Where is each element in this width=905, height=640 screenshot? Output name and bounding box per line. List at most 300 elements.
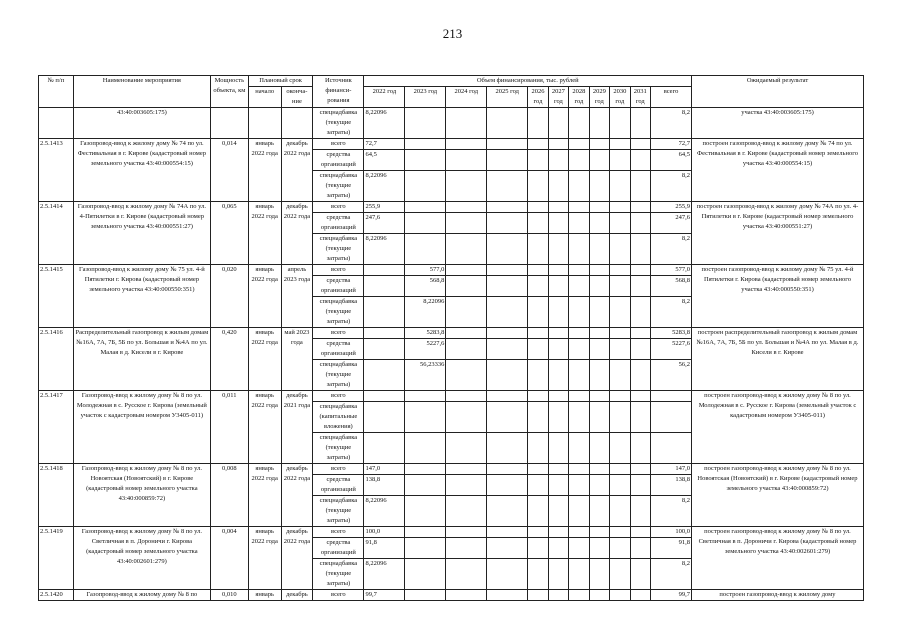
cell-year-empty bbox=[446, 139, 487, 150]
cell-start: январь 2022 года bbox=[248, 265, 281, 328]
cell-num bbox=[39, 108, 74, 139]
cell-name: Газопровод-ввод к жилому дому № 75 ул. 4-й Пятилетки г. Кирова (кадастровый номер земельного участка 43:40:000550:351) bbox=[73, 265, 210, 328]
cell-end: декабрь bbox=[281, 590, 313, 601]
cell-2023: 56,23336 bbox=[405, 360, 446, 391]
cell-year-empty bbox=[589, 171, 609, 202]
cell-result: построен газопровод-ввод к жилому дому № 74 по ул. Фестивальная в г. Кирове (кадастровый номер земельного участка 43:40:000554:15) bbox=[692, 139, 864, 202]
cell-name: Газопровод-ввод к жилому дому № 8 по ул. Молодежная в с. Русское г. Кирова (земельный участок с кадастровым номером У3405-011) bbox=[73, 391, 210, 464]
cell-2023 bbox=[405, 496, 446, 527]
cell-source: спецнадбавка (текущие затраты) bbox=[313, 297, 364, 328]
cell-year-empty bbox=[446, 276, 487, 297]
cell-year-empty bbox=[548, 171, 568, 202]
cell-total: 100,0 bbox=[651, 527, 692, 538]
cell-year-empty bbox=[569, 171, 589, 202]
cell-year-empty bbox=[569, 433, 589, 464]
cell-capacity: 0,008 bbox=[210, 464, 248, 527]
cell-2029 bbox=[589, 108, 609, 139]
cell-year-empty bbox=[569, 527, 589, 538]
cell-year-empty bbox=[446, 391, 487, 402]
cell-capacity: 0,010 bbox=[210, 590, 248, 601]
cell-2023 bbox=[405, 234, 446, 265]
cell-2023: 8,22096 bbox=[405, 297, 446, 328]
cell-year-empty bbox=[589, 265, 609, 276]
cell-source: всего bbox=[313, 590, 364, 601]
table-row bbox=[39, 328, 864, 339]
cell-year-empty bbox=[589, 433, 609, 464]
cell-year-empty bbox=[548, 297, 568, 328]
cell-year-empty bbox=[528, 433, 548, 464]
cell-source: спецнадбавка (текущие затраты) bbox=[313, 234, 364, 265]
cell-2022 bbox=[364, 276, 405, 297]
cell-year-empty bbox=[610, 297, 630, 328]
cell-year-empty bbox=[446, 433, 487, 464]
cell-result: участка 43:40:003605:175) bbox=[692, 108, 864, 139]
cell-year-empty bbox=[528, 538, 548, 559]
cell-year-empty bbox=[569, 139, 589, 150]
cell-2022: 64,5 bbox=[364, 150, 405, 171]
cell-source: средства организаций bbox=[313, 150, 364, 171]
cell-2022 bbox=[364, 297, 405, 328]
cell-2023 bbox=[405, 559, 446, 590]
cell-year-empty bbox=[630, 150, 650, 171]
cell-year-empty bbox=[589, 527, 609, 538]
cell-year-empty bbox=[446, 590, 487, 601]
cell-year-empty bbox=[610, 496, 630, 527]
cell-year-empty bbox=[548, 339, 568, 360]
cell-end: декабрь 2022 года bbox=[281, 527, 313, 590]
cell-year-empty bbox=[528, 139, 548, 150]
cell-total bbox=[651, 391, 692, 402]
cell-year-empty bbox=[548, 402, 568, 433]
cell-year-empty bbox=[589, 538, 609, 559]
cell-year-empty bbox=[610, 139, 630, 150]
cell-year-empty bbox=[528, 213, 548, 234]
cell-year-empty bbox=[548, 150, 568, 171]
cell-year-empty bbox=[528, 150, 548, 171]
cell-year-empty bbox=[446, 339, 487, 360]
cell-year-empty bbox=[610, 202, 630, 213]
cell-year-empty bbox=[487, 433, 528, 464]
cell-year-empty bbox=[487, 276, 528, 297]
cell-year-empty bbox=[487, 171, 528, 202]
cell-year-empty bbox=[610, 402, 630, 433]
header-capacity: Мощность объекта, км bbox=[210, 76, 248, 108]
table-row bbox=[39, 464, 864, 475]
cell-start: январь 2022 года bbox=[248, 139, 281, 202]
cell-year-empty bbox=[610, 213, 630, 234]
cell-year-empty bbox=[487, 402, 528, 433]
cell-total: 568,8 bbox=[651, 276, 692, 297]
cell-capacity: 0,004 bbox=[210, 527, 248, 590]
cell-year-empty bbox=[569, 213, 589, 234]
cell-2023 bbox=[405, 213, 446, 234]
cell-source: средства организаций bbox=[313, 339, 364, 360]
cell-year-empty bbox=[630, 433, 650, 464]
cell-2023: 5283,8 bbox=[405, 328, 446, 339]
cell-year-empty bbox=[548, 475, 568, 496]
cell-year-empty bbox=[446, 559, 487, 590]
cell-total: 147,0 bbox=[651, 464, 692, 475]
cell-total: 5283,8 bbox=[651, 328, 692, 339]
cell-year-empty bbox=[446, 402, 487, 433]
cell-year-empty bbox=[446, 297, 487, 328]
cell-year-empty bbox=[528, 464, 548, 475]
cell-year-empty bbox=[630, 590, 650, 601]
header-year-2029: 2029 год bbox=[589, 87, 609, 108]
cell-end: апрель 2023 года bbox=[281, 265, 313, 328]
cell-result: построен газопровод-ввод к жилому дому bbox=[692, 590, 864, 601]
cell-year-empty bbox=[487, 202, 528, 213]
cell-year-empty bbox=[569, 360, 589, 391]
cell-year-empty bbox=[487, 297, 528, 328]
cell-year-empty bbox=[548, 496, 568, 527]
cell-2022: 247,6 bbox=[364, 213, 405, 234]
cell-year-empty bbox=[528, 276, 548, 297]
cell-year-empty bbox=[528, 391, 548, 402]
table-row bbox=[39, 139, 864, 150]
cell-source: всего bbox=[313, 464, 364, 475]
cell-year-empty bbox=[589, 496, 609, 527]
cell-year-empty bbox=[446, 202, 487, 213]
table-row bbox=[39, 265, 864, 276]
cell-year-empty bbox=[446, 464, 487, 475]
cell-year-empty bbox=[548, 590, 568, 601]
cell-2030 bbox=[610, 108, 630, 139]
cell-total: 99,7 bbox=[651, 590, 692, 601]
cell-total: 8,2 bbox=[651, 108, 692, 139]
cell-total bbox=[651, 402, 692, 433]
cell-year-empty bbox=[569, 538, 589, 559]
cell-year-empty bbox=[610, 590, 630, 601]
cell-year-empty bbox=[630, 402, 650, 433]
cell-year-empty bbox=[548, 265, 568, 276]
cell-year-empty bbox=[630, 276, 650, 297]
cell-result: построен газопровод-ввод к жилому дому № 75 ул. 4-й Пятилетки г. Кирова (кадастровый номер земельного участка 43:40:000550:351) bbox=[692, 265, 864, 328]
header-volume: Объем финансирования, тыс. рублей bbox=[364, 76, 692, 87]
cell-year-empty bbox=[610, 391, 630, 402]
cell-year-empty bbox=[446, 360, 487, 391]
cell-2023 bbox=[405, 139, 446, 150]
cell-year-empty bbox=[589, 213, 609, 234]
cell-year-empty bbox=[630, 234, 650, 265]
cell-year-empty bbox=[487, 150, 528, 171]
cell-year-empty bbox=[446, 234, 487, 265]
header-year-2023: 2023 год bbox=[405, 87, 446, 108]
header-total: всего bbox=[651, 87, 692, 108]
cell-num: 2.5.1415 bbox=[39, 265, 74, 328]
cell-2022 bbox=[364, 360, 405, 391]
cell-year-empty bbox=[630, 328, 650, 339]
table-row-continuation bbox=[39, 108, 864, 139]
cell-year-empty bbox=[548, 464, 568, 475]
cell-2023 bbox=[405, 402, 446, 433]
cell-2023 bbox=[405, 590, 446, 601]
cell-year-empty bbox=[569, 559, 589, 590]
cell-year-empty bbox=[446, 265, 487, 276]
cell-total bbox=[651, 433, 692, 464]
cell-year-empty bbox=[589, 328, 609, 339]
cell-source: всего bbox=[313, 391, 364, 402]
table-row bbox=[39, 527, 864, 538]
header-year-2031: 2031 год bbox=[630, 87, 650, 108]
cell-year-empty bbox=[610, 276, 630, 297]
cell-year-empty bbox=[630, 360, 650, 391]
cell-year-empty bbox=[487, 234, 528, 265]
cell-name: Газопровод-ввод к жилому дому № 74А по ул. 4-Пятилетки в г. Кирове (кадастровый номер земельного участка 43:40:000551:27) bbox=[73, 202, 210, 265]
cell-year-empty bbox=[569, 339, 589, 360]
cell-year-empty bbox=[446, 527, 487, 538]
cell-source: спецнадбавка (текущие затраты) bbox=[313, 171, 364, 202]
header-year-2022: 2022 год bbox=[364, 87, 405, 108]
cell-year-empty bbox=[630, 538, 650, 559]
table-row bbox=[39, 202, 864, 213]
cell-year-empty bbox=[487, 139, 528, 150]
cell-total: 8,2 bbox=[651, 496, 692, 527]
cell-2022: 8,22096 bbox=[364, 108, 405, 139]
cell-year-empty bbox=[487, 464, 528, 475]
cell-2023: 577,0 bbox=[405, 265, 446, 276]
cell-year-empty bbox=[569, 202, 589, 213]
cell-year-empty bbox=[487, 328, 528, 339]
cell-year-empty bbox=[630, 464, 650, 475]
cell-year-empty bbox=[528, 475, 548, 496]
cell-year-empty bbox=[528, 202, 548, 213]
cell-year-empty bbox=[548, 202, 568, 213]
cell-year-empty bbox=[446, 496, 487, 527]
header-name: Наименование мероприятия bbox=[73, 76, 210, 108]
cell-2023: 5227,6 bbox=[405, 339, 446, 360]
cell-year-empty bbox=[610, 265, 630, 276]
cell-year-empty bbox=[528, 234, 548, 265]
table-row bbox=[39, 391, 864, 402]
cell-year-empty bbox=[610, 433, 630, 464]
cell-year-empty bbox=[569, 150, 589, 171]
cell-year-empty bbox=[548, 360, 568, 391]
cell-2022 bbox=[364, 402, 405, 433]
cell-year-empty bbox=[487, 391, 528, 402]
cell-year-empty bbox=[528, 171, 548, 202]
cell-year-empty bbox=[589, 590, 609, 601]
cell-year-empty bbox=[610, 339, 630, 360]
header-plan-term: Плановый срок bbox=[248, 76, 312, 87]
cell-2022: 255,9 bbox=[364, 202, 405, 213]
cell-2022: 72,7 bbox=[364, 139, 405, 150]
cell-year-empty bbox=[528, 559, 548, 590]
cell-year-empty bbox=[487, 590, 528, 601]
cell-num: 2.5.1417 bbox=[39, 391, 74, 464]
cell-year-empty bbox=[487, 538, 528, 559]
cell-year-empty bbox=[569, 464, 589, 475]
cell-total: 8,2 bbox=[651, 234, 692, 265]
cell-2022 bbox=[364, 339, 405, 360]
cell-2022: 100,0 bbox=[364, 527, 405, 538]
cell-end: декабрь 2022 года bbox=[281, 202, 313, 265]
cell-year-empty bbox=[487, 475, 528, 496]
cell-year-empty bbox=[589, 139, 609, 150]
header-source: Источник финанси-рования bbox=[313, 76, 364, 108]
cell-year-empty bbox=[589, 339, 609, 360]
cell-year-empty bbox=[487, 559, 528, 590]
cell-source: спецнадбавка (текущие затраты) bbox=[313, 496, 364, 527]
cell-2023 bbox=[405, 202, 446, 213]
cell-year-empty bbox=[610, 360, 630, 391]
cell-source: средства организаций bbox=[313, 213, 364, 234]
table-body bbox=[39, 108, 864, 601]
cell-year-empty bbox=[487, 496, 528, 527]
cell-year-empty bbox=[630, 527, 650, 538]
cell-year-empty bbox=[548, 538, 568, 559]
cell-year-empty bbox=[548, 391, 568, 402]
cell-year-empty bbox=[589, 297, 609, 328]
cell-year-empty bbox=[548, 213, 568, 234]
cell-year-empty bbox=[569, 265, 589, 276]
cell-year-empty bbox=[630, 213, 650, 234]
cell-year-empty bbox=[446, 213, 487, 234]
cell-year-empty bbox=[548, 139, 568, 150]
cell-year-empty bbox=[569, 475, 589, 496]
cell-year-empty bbox=[548, 559, 568, 590]
cell-year-empty bbox=[569, 391, 589, 402]
cell-year-empty bbox=[630, 559, 650, 590]
cell-year-empty bbox=[630, 297, 650, 328]
cell-year-empty bbox=[569, 590, 589, 601]
cell-2022 bbox=[364, 265, 405, 276]
cell-year-empty bbox=[610, 150, 630, 171]
cell-year-empty bbox=[630, 265, 650, 276]
cell-2022: 91,8 bbox=[364, 538, 405, 559]
cell-year-empty bbox=[548, 276, 568, 297]
cell-source: средства организаций bbox=[313, 475, 364, 496]
cell-end bbox=[281, 108, 313, 139]
cell-year-empty bbox=[446, 328, 487, 339]
cell-total: 577,0 bbox=[651, 265, 692, 276]
cell-result: построен газопровод-ввод к жилому дому № 74А по ул. 4-Пятилетки в г. Кирове (кадастровый номер земельного участка 43:40:000551:27) bbox=[692, 202, 864, 265]
cell-year-empty bbox=[589, 202, 609, 213]
cell-year-empty bbox=[630, 391, 650, 402]
cell-2023 bbox=[405, 108, 446, 139]
cell-end: декабрь 2021 года bbox=[281, 391, 313, 464]
cell-num: 2.5.1420 bbox=[39, 590, 74, 601]
cell-source: всего bbox=[313, 202, 364, 213]
cell-source: средства организаций bbox=[313, 538, 364, 559]
cell-source: всего bbox=[313, 328, 364, 339]
cell-year-empty bbox=[589, 464, 609, 475]
cell-year-empty bbox=[548, 527, 568, 538]
cell-year-empty bbox=[610, 234, 630, 265]
cell-source: всего bbox=[313, 265, 364, 276]
cell-2022: 8,22096 bbox=[364, 496, 405, 527]
header-year-2027: 2027 год bbox=[548, 87, 568, 108]
cell-year-empty bbox=[610, 527, 630, 538]
cell-capacity: 0,020 bbox=[210, 265, 248, 328]
cell-start bbox=[248, 108, 281, 139]
header-year-2024: 2024 год bbox=[446, 87, 487, 108]
cell-year-empty bbox=[528, 496, 548, 527]
cell-source: средства организаций bbox=[313, 276, 364, 297]
cell-year-empty bbox=[528, 339, 548, 360]
cell-year-empty bbox=[589, 360, 609, 391]
cell-2022 bbox=[364, 391, 405, 402]
cell-year-empty bbox=[610, 171, 630, 202]
cell-result: построен газопровод-ввод к жилому дому № 8 по ул. Молодежная в с. Русское г. Кирова (земельный участок с кадастровым номером У3405-011) bbox=[692, 391, 864, 464]
header-num: № п/п bbox=[39, 76, 74, 108]
cell-total: 91,8 bbox=[651, 538, 692, 559]
cell-source: спецнадбавка (текущие затраты) bbox=[313, 433, 364, 464]
cell-year-empty bbox=[446, 538, 487, 559]
cell-start: январь 2022 года bbox=[248, 328, 281, 391]
cell-num: 2.5.1413 bbox=[39, 139, 74, 202]
cell-name: Газопровод-ввод к жилому дому № 74 по ул. Фестивальная в г. Кирове (кадастровый номер земельного участка 43:40:000554:15) bbox=[73, 139, 210, 202]
cell-year-empty bbox=[569, 496, 589, 527]
cell-2023 bbox=[405, 433, 446, 464]
cell-num: 2.5.1414 bbox=[39, 202, 74, 265]
cell-year-empty bbox=[589, 391, 609, 402]
cell-total: 8,2 bbox=[651, 297, 692, 328]
cell-year-empty bbox=[569, 402, 589, 433]
cell-year-empty bbox=[487, 265, 528, 276]
financing-table-wrapper bbox=[38, 75, 864, 640]
cell-year-empty bbox=[630, 339, 650, 360]
cell-year-empty bbox=[630, 202, 650, 213]
cell-year-empty bbox=[610, 464, 630, 475]
cell-year-empty bbox=[528, 402, 548, 433]
cell-start: январь 2022 года bbox=[248, 527, 281, 590]
cell-result: построен газопровод-ввод к жилому дому № 8 по ул. Новоятская (Новоятский) в г. Кирове (кадастровый номер земельного участка 43:40:000859:72) bbox=[692, 464, 864, 527]
cell-total: 64,5 bbox=[651, 150, 692, 171]
cell-end: май 2023 года bbox=[281, 328, 313, 391]
page-number: 213 bbox=[442, 26, 463, 41]
cell-total: 56,2 bbox=[651, 360, 692, 391]
header-start: начало bbox=[248, 87, 281, 108]
cell-name: Распределительный газопровод к жилым домам №16А, 7А, 7Б, 5Б по ул. Большая и №4А по ул. Малая в д. Кисели в г. Кирове bbox=[73, 328, 210, 391]
header-end: оконча-ние bbox=[281, 87, 313, 108]
cell-year-empty bbox=[589, 150, 609, 171]
cell-year-empty bbox=[569, 234, 589, 265]
cell-capacity: 0,420 bbox=[210, 328, 248, 391]
cell-year-empty bbox=[610, 328, 630, 339]
cell-source: всего bbox=[313, 527, 364, 538]
cell-2022: 8,22096 bbox=[364, 234, 405, 265]
cell-start: январь 2022 года bbox=[248, 202, 281, 265]
header-result: Ожидаемый результат bbox=[692, 76, 864, 108]
cell-capacity: 0,011 bbox=[210, 391, 248, 464]
cell-total: 8,2 bbox=[651, 559, 692, 590]
cell-2024 bbox=[446, 108, 487, 139]
header-year-2025: 2025 год bbox=[487, 87, 528, 108]
cell-source: спецнадбавка (текущие затраты) bbox=[313, 360, 364, 391]
cell-2022: 8,22096 bbox=[364, 171, 405, 202]
cell-2022 bbox=[364, 433, 405, 464]
cell-2023 bbox=[405, 391, 446, 402]
cell-2025 bbox=[487, 108, 528, 139]
cell-year-empty bbox=[589, 402, 609, 433]
cell-result: построен газопровод-ввод к жилому дому № 8 по ул. Светличная в п. Дороничи г. Кирова (кадастровый номер земельного участка 43:40:002601:279) bbox=[692, 527, 864, 590]
cell-2031 bbox=[630, 108, 650, 139]
cell-year-empty bbox=[610, 475, 630, 496]
cell-name: Газопровод-ввод к жилому дому № 8 по ул. Светличная в п. Дороничи г. Кирова (кадастровый номер земельного участка 43:40:002601:279) bbox=[73, 527, 210, 590]
cell-total: 72,7 bbox=[651, 139, 692, 150]
cell-total: 5227,6 bbox=[651, 339, 692, 360]
table-row bbox=[39, 590, 864, 601]
cell-name: Газопровод-ввод к жилому дому № 8 по bbox=[73, 590, 210, 601]
cell-2023 bbox=[405, 527, 446, 538]
cell-year-empty bbox=[569, 276, 589, 297]
cell-end: декабрь 2022 года bbox=[281, 139, 313, 202]
cell-year-empty bbox=[630, 496, 650, 527]
cell-year-empty bbox=[630, 139, 650, 150]
cell-year-empty bbox=[528, 590, 548, 601]
cell-year-empty bbox=[630, 171, 650, 202]
